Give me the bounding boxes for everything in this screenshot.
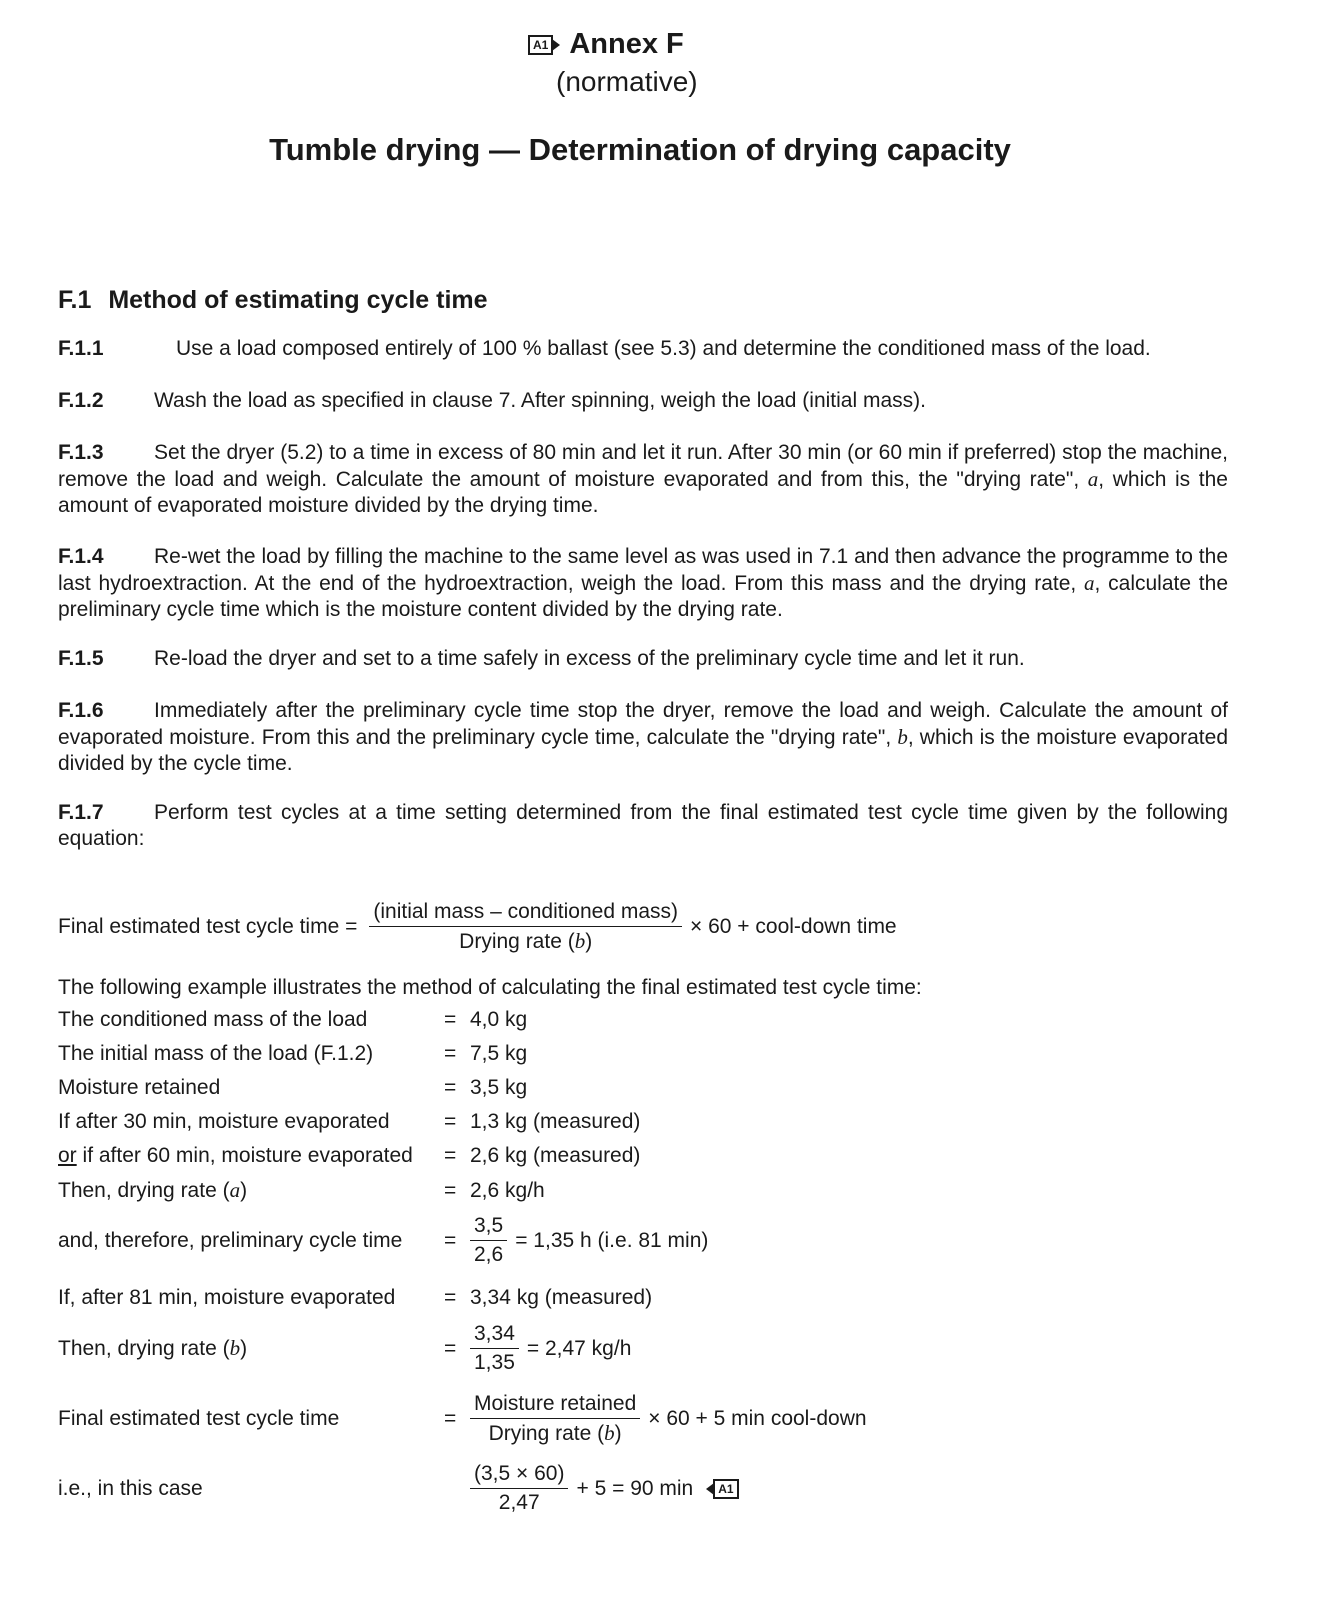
example-row <box>58 1076 527 1100</box>
annex-heading <box>528 28 684 61</box>
example-value <box>470 1214 708 1267</box>
example-fraction <box>470 1462 568 1515</box>
example-label: and, therefore, preliminary cycle time <box>58 1228 403 1252</box>
clause-text: Perform test cycles at a time setting determined from the final estimated test cycle time given by the following equation: <box>58 801 1228 850</box>
example-label: The initial mass of the load (F.1.2) <box>58 1042 374 1065</box>
example-result: = 2,47 kg/h <box>526 1336 632 1360</box>
equals-sign: = <box>444 1008 457 1031</box>
example-label: i.e., in this case <box>58 1476 203 1500</box>
example-row <box>58 1178 545 1203</box>
equals-sign: = <box>444 1407 457 1430</box>
example-row <box>58 1042 527 1066</box>
equals-sign: = <box>444 1144 457 1167</box>
fraction-numerator: Moisture retained <box>470 1392 640 1419</box>
example-label <box>58 1144 444 1168</box>
variable-a: a <box>229 1178 241 1202</box>
fraction-denominator <box>485 1419 626 1446</box>
variable-b: b <box>897 725 908 749</box>
example-value: 3,5 kg <box>470 1076 528 1099</box>
denominator-text: Drying rate ( <box>488 1422 605 1445</box>
example-row <box>58 1008 527 1032</box>
example-label-close: ) <box>240 1179 248 1202</box>
equals-sign: = <box>444 1336 457 1360</box>
example-row <box>58 1392 867 1446</box>
section-heading <box>58 286 488 315</box>
example-result: = 1,35 h (i.e. 81 min) <box>515 1228 709 1252</box>
formula-label: Final estimated test cycle time = <box>58 915 358 938</box>
equals-sign: = <box>444 1042 457 1065</box>
example-label-close: ) <box>240 1337 248 1360</box>
example-label: If after 30 min, moisture evaporated <box>58 1110 390 1133</box>
clause-text: Re-load the dryer and set to a time safely in excess of the preliminary cycle time and let it run. <box>154 647 1025 670</box>
example-value: 2,6 kg (measured) <box>470 1144 641 1167</box>
amendment-start-marker: A1 <box>528 35 553 55</box>
clause-number: F.1.5 <box>58 647 104 670</box>
clause-number: F.1.2 <box>58 389 104 412</box>
underlined-or: or <box>58 1144 77 1167</box>
clause-text-cont: , which is the moisture evaporated divided by the cycle time. <box>58 726 1229 775</box>
denominator-close: ) <box>585 930 593 953</box>
clause-f-1-3 <box>58 440 1228 519</box>
variable-b: b <box>604 1421 615 1445</box>
denominator-text: Drying rate ( <box>459 930 575 953</box>
example-label-text: Then, drying rate ( <box>58 1337 230 1360</box>
example-result: + 5 = 90 min <box>576 1476 694 1500</box>
equals-sign: = <box>444 1286 457 1309</box>
clause-number: F.1.3 <box>58 441 104 464</box>
example-label: The conditioned mass of the load <box>58 1008 368 1031</box>
clause-number: F.1.6 <box>58 699 104 722</box>
example-label <box>58 1178 444 1203</box>
example-row <box>58 1462 739 1515</box>
fraction-numerator: 3,5 <box>470 1214 507 1241</box>
equals-sign: = <box>444 1178 457 1202</box>
example-row <box>58 1214 708 1267</box>
example-row <box>58 1286 652 1310</box>
example-value: 3,34 kg (measured) <box>470 1286 653 1309</box>
clause-text: Immediately after the preliminary cycle time stop the dryer, remove the load and weigh. Calculate the amount of evaporated moisture. From this and the preliminary cycle time, calculate the "drying rate", <box>58 699 1228 749</box>
section-number: F.1 <box>58 286 92 314</box>
clause-f-1-2 <box>58 388 1228 414</box>
fraction-numerator: (3,5 × 60) <box>470 1462 568 1489</box>
fraction-denominator: 2,47 <box>498 1491 540 1514</box>
formula-numerator: (initial mass – conditioned mass) <box>369 900 682 927</box>
equals-sign: = <box>444 1228 457 1252</box>
document-title: Tumble drying — Determination of drying capacity <box>269 132 1011 167</box>
equals-sign: = <box>444 1110 457 1133</box>
clause-number: F.1.4 <box>58 545 104 568</box>
example-value: 1,3 kg (measured) <box>470 1110 641 1133</box>
clause-f-1-4 <box>58 544 1228 623</box>
example-label <box>58 1336 444 1361</box>
example-label: If, after 81 min, moisture evaporated <box>58 1286 396 1309</box>
variable-b: b <box>574 929 586 953</box>
annex-normative: (normative) <box>556 66 698 97</box>
example-fraction <box>470 1322 519 1375</box>
clause-number: F.1.7 <box>58 801 104 824</box>
clause-text: Wash the load as specified in clause 7. After spinning, weigh the load (initial mass). <box>154 389 926 412</box>
clause-f-1-7 <box>58 800 1228 852</box>
formula-tail: × 60 + cool-down time <box>690 915 897 938</box>
variable-a: a <box>1087 467 1099 491</box>
fraction-denominator: 1,35 <box>474 1351 515 1374</box>
formula-fraction <box>369 900 682 954</box>
amendment-end-marker: A1 <box>713 1479 738 1499</box>
example-label-text: if after 60 min, moisture evaporated <box>76 1144 413 1167</box>
example-value: 2,6 kg/h <box>470 1178 545 1202</box>
example-label: Final estimated test cycle time <box>58 1407 340 1430</box>
clause-text-cont: , calculate the preliminary cycle time which is the moisture content divided by the drying rate. <box>58 572 1228 621</box>
example-row <box>58 1322 631 1375</box>
example-value <box>470 1462 739 1515</box>
clause-text: Re-wet the load by filling the machine to the same level as was used in 7.1 and then advance the programme to the last hydroextraction. At the end of the hydroextraction, weigh the load. From this mass and the drying rate, <box>58 545 1228 595</box>
denominator-close: ) <box>614 1422 622 1445</box>
clause-number: F.1.1 <box>58 337 104 360</box>
variable-a: a <box>1084 571 1095 595</box>
cycle-time-formula <box>58 900 897 954</box>
example-fraction <box>470 1392 640 1446</box>
clause-text-cont: , which is the amount of evaporated moisture divided by the drying time. <box>58 468 1228 517</box>
fraction-denominator: 2,6 <box>474 1243 504 1266</box>
example-fraction <box>470 1214 507 1267</box>
example-label-text: Then, drying rate ( <box>58 1179 230 1202</box>
clause-text: Use a load composed entirely of 100 % ballast (see 5.3) and determine the conditioned mass of the load. <box>176 337 1151 360</box>
example-row <box>58 1110 640 1134</box>
annex-label: Annex F <box>569 28 684 60</box>
clause-text: Set the dryer (5.2) to a time in excess of 80 min and let it run. After 30 min (or 60 min if preferred) stop the machine, remove the load and weigh. Calculate the amount of moisture evaporated and from this, the "drying rate", <box>58 441 1228 491</box>
example-label: Moisture retained <box>58 1076 221 1099</box>
example-value: 4,0 kg <box>470 1008 528 1031</box>
formula-denominator <box>455 927 596 954</box>
fraction-numerator: 3,34 <box>470 1322 519 1349</box>
variable-b: b <box>229 1336 241 1360</box>
section-title: Method of estimating cycle time <box>108 286 488 314</box>
example-value: 7,5 kg <box>470 1042 528 1065</box>
clause-f-1-6 <box>58 698 1228 777</box>
clause-f-1-1 <box>58 336 1228 362</box>
example-result: × 60 + 5 min cool-down <box>648 1407 867 1430</box>
example-row <box>58 1144 640 1168</box>
clause-f-1-5 <box>58 646 1228 672</box>
example-intro: The following example illustrates the method of calculating the final estimated test cycle time: <box>58 976 922 999</box>
example-value <box>470 1322 631 1375</box>
equals-sign: = <box>444 1076 457 1099</box>
example-value <box>470 1392 867 1446</box>
